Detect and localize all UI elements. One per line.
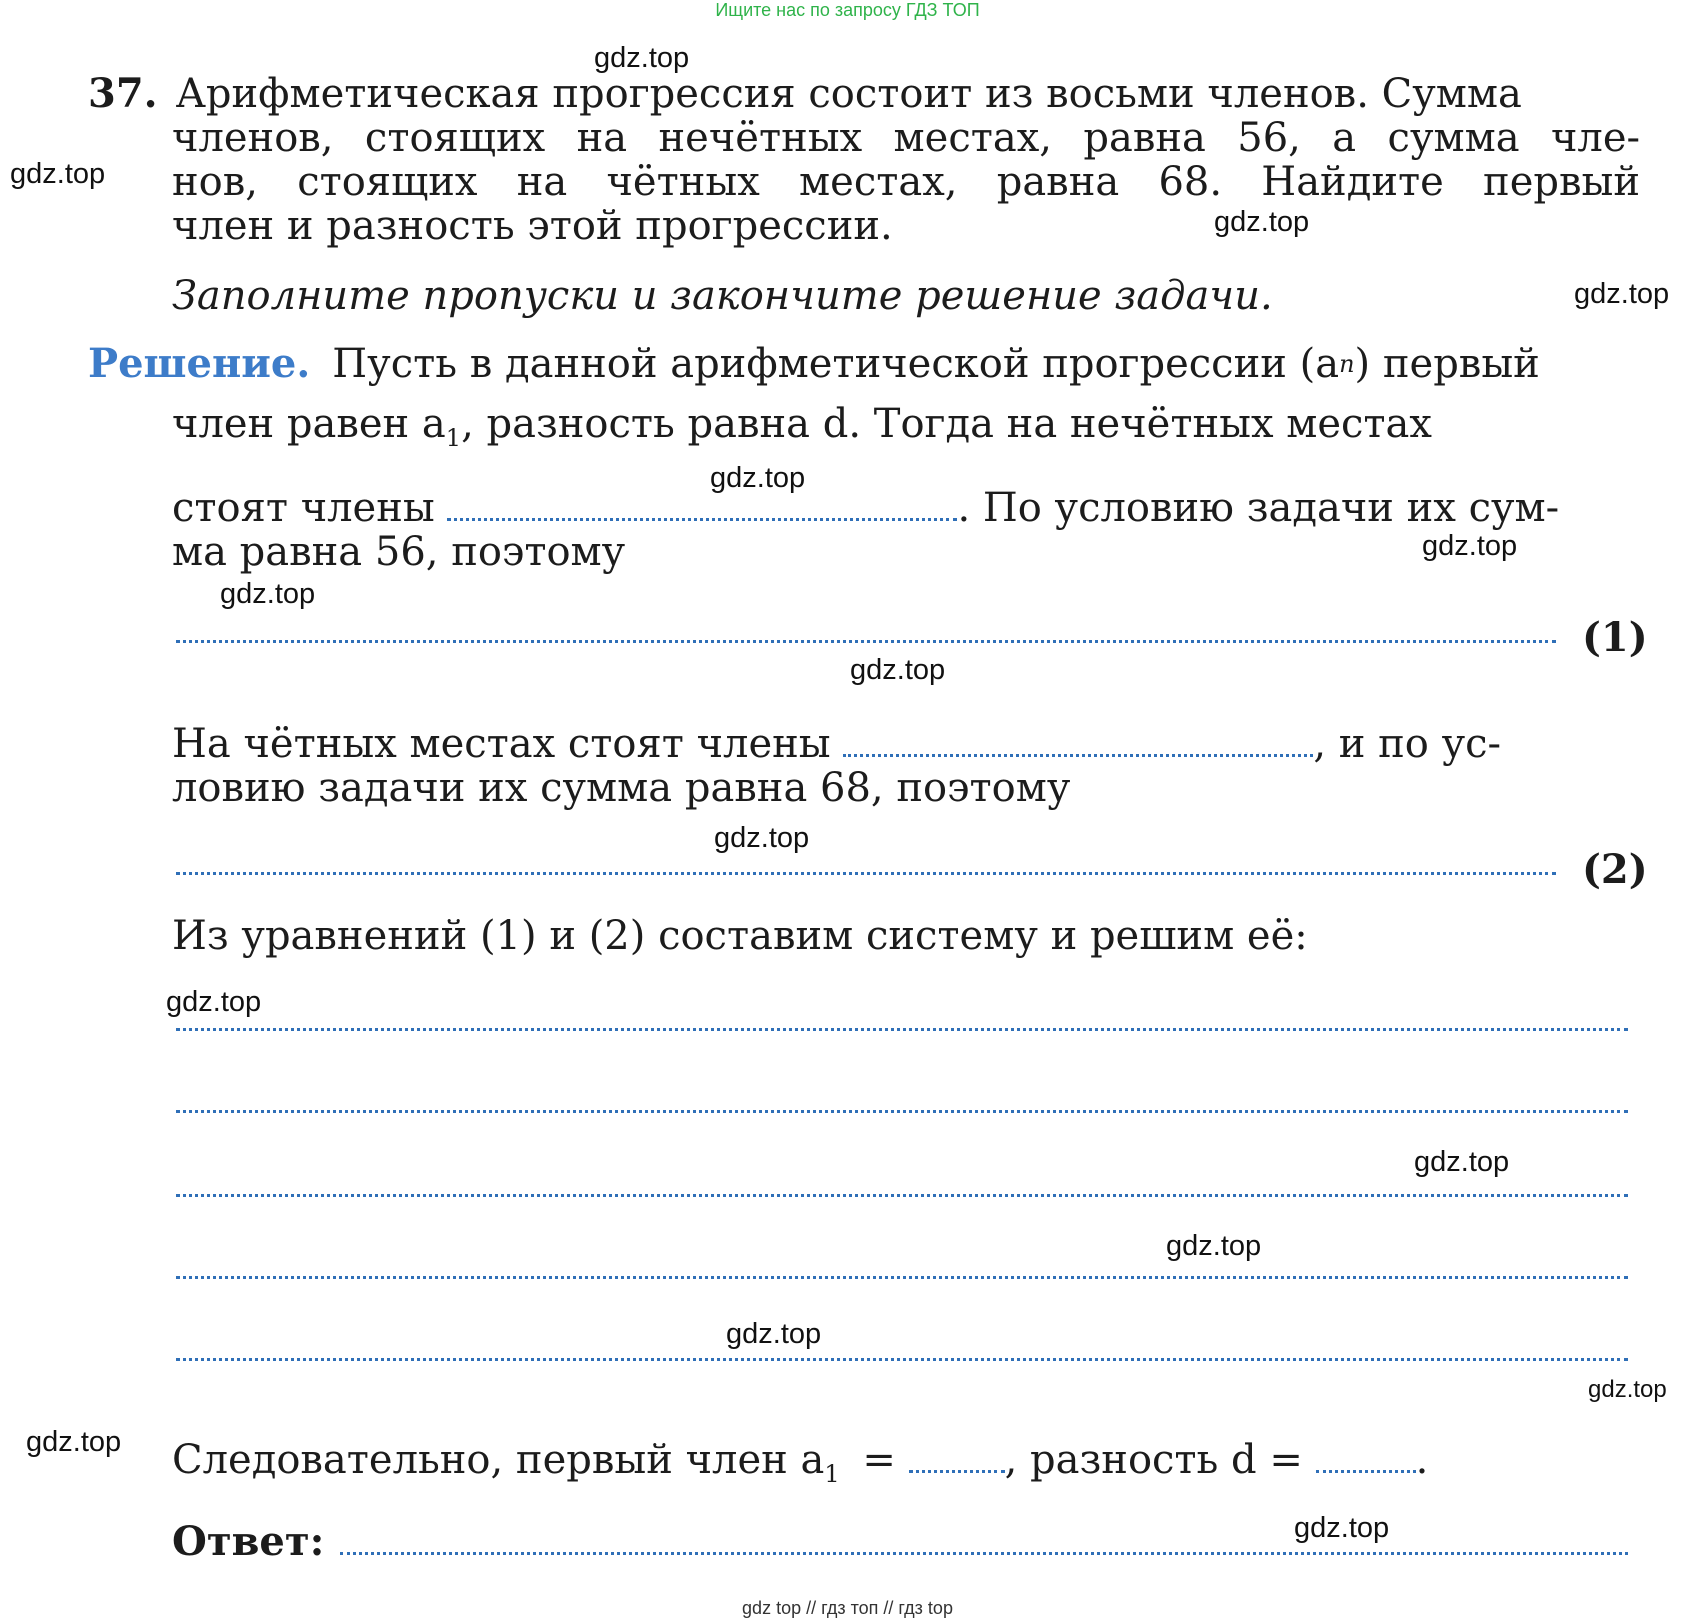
solution-line-7: Из уравнений (1) и (2) составим систему и решим её: xyxy=(172,913,1308,959)
blank-first-term[interactable] xyxy=(909,1440,1005,1473)
equation-1-label: (1) xyxy=(1582,614,1648,661)
solution-line-1: Решение. Пусть в данной арифметической прогрессии (a n ) первый xyxy=(88,340,1540,387)
watermark: gdz.top xyxy=(594,42,690,74)
watermark: gdz.top xyxy=(714,822,810,854)
problem-text-1: Арифметическая прогрессия состоит из восьми членов. Сумма xyxy=(175,71,1522,117)
solution-line-5: На чётных местах стоят члены , и по ус- xyxy=(172,721,1502,767)
problem-line-4: член и разность этой прогрессии. xyxy=(172,203,893,249)
blank-system-line-1[interactable] xyxy=(176,1028,1628,1031)
problem-number: 37. xyxy=(88,70,158,117)
blank-odd-terms[interactable] xyxy=(447,488,957,521)
watermark: gdz.top xyxy=(166,986,262,1018)
blank-equation-2[interactable] xyxy=(176,872,1556,875)
conclusion-line: Следовательно, первый член $a_1$ = , разность d = . xyxy=(172,1437,1429,1488)
watermark: gdz.top xyxy=(10,158,106,190)
watermark: gdz.top xyxy=(1294,1512,1390,1544)
watermark: gdz.top xyxy=(26,1426,122,1458)
blank-system-line-4[interactable] xyxy=(176,1276,1628,1279)
blank-answer[interactable] xyxy=(340,1552,1628,1555)
blank-system-line-5[interactable] xyxy=(176,1358,1628,1361)
solution-label: Решение. xyxy=(88,340,311,387)
watermark: gdz.top xyxy=(1214,206,1310,238)
watermark: gdz.top xyxy=(220,578,316,610)
answer-label: Ответ: xyxy=(172,1518,325,1565)
watermark: gdz.top xyxy=(726,1318,822,1350)
watermark: gdz.top xyxy=(710,462,806,494)
problem-line-1 xyxy=(88,70,1640,118)
equation-2-label: (2) xyxy=(1582,846,1648,893)
blank-difference[interactable] xyxy=(1316,1440,1416,1473)
problem-instruction: Заполните пропуски и закончите решение задачи. xyxy=(172,273,1273,319)
search-hint-link[interactable]: Ищите нас по запросу ГДЗ ТОП xyxy=(715,0,980,20)
solution-line-4: ма равна 56, поэтому xyxy=(172,529,626,575)
footer-links[interactable]: gdz top // гдз топ // гдз top xyxy=(742,1598,953,1618)
blank-system-line-3[interactable] xyxy=(176,1194,1628,1197)
watermark: gdz.top xyxy=(1414,1146,1510,1178)
problem-line-2: членов, стоящих на нечётных местах, равна 56, а сумма чле- xyxy=(172,115,1640,161)
solution-line-6: ловию задачи их сумма равна 68, поэтому xyxy=(172,765,1071,811)
watermark: gdz.top xyxy=(1166,1230,1262,1262)
watermark: gdz.top xyxy=(1574,278,1670,310)
watermark: gdz.top xyxy=(850,654,946,686)
blank-equation-1[interactable] xyxy=(176,640,1556,643)
solution-line-2: член равен $a_1$, разность равна d. Тогда на нечётных местах xyxy=(172,401,1432,452)
problem-line-3: нов, стоящих на чётных местах, равна 68. Найдите первый xyxy=(172,159,1640,205)
watermark: gdz.top xyxy=(1588,1376,1667,1403)
blank-system-line-2[interactable] xyxy=(176,1110,1628,1113)
watermark: gdz.top xyxy=(1422,530,1518,562)
blank-even-terms[interactable] xyxy=(843,724,1313,757)
solution-line-3: стоят члены . По условию задачи их сум- xyxy=(172,485,1560,531)
